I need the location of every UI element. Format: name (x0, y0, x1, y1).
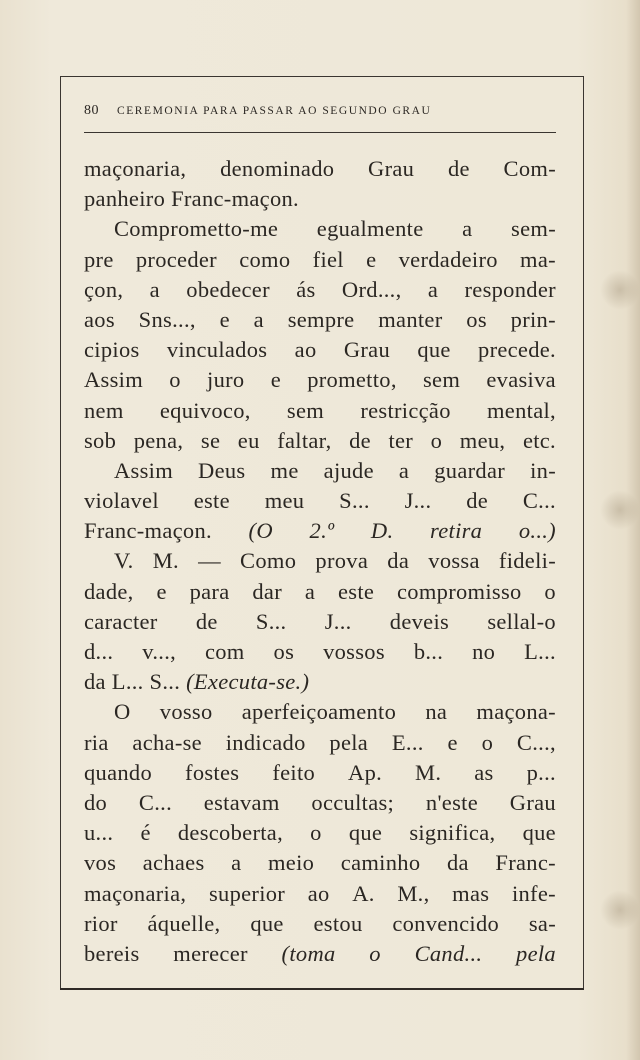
word: maçonaria, (84, 880, 187, 906)
running-head: CEREMONIA PARA PASSAR AO SEGUNDO GRAU (117, 105, 432, 117)
word: manter (378, 306, 443, 332)
word: quando (84, 759, 153, 785)
word: fiel (312, 246, 344, 272)
word: egualmente (316, 216, 424, 242)
word: fostes (185, 759, 240, 785)
word: da (387, 548, 410, 574)
word: e (447, 729, 458, 755)
word: de (466, 488, 489, 514)
word: occultas; (311, 789, 395, 815)
word: que (348, 820, 383, 846)
word: dade, (84, 578, 134, 604)
word: aos (84, 306, 115, 332)
header-rule (84, 132, 556, 133)
word: Assim (114, 457, 174, 483)
word: sempre (287, 306, 355, 332)
text-line (84, 305, 556, 335)
text-line (84, 818, 556, 848)
frame-border-right (583, 76, 584, 990)
word: como (239, 246, 291, 272)
text-line (84, 879, 556, 909)
word: M., (397, 880, 430, 906)
word: pela (516, 940, 556, 966)
text-line (84, 788, 556, 818)
word: b... (413, 639, 444, 664)
word: (Executa-se.) (186, 669, 310, 695)
word: e (366, 246, 377, 272)
word: Com- (503, 156, 556, 181)
word: vos (84, 850, 117, 876)
word: e (219, 306, 230, 332)
word: Como (240, 548, 297, 574)
word: Franc-maçon. (171, 186, 299, 212)
word: p... (526, 759, 556, 785)
word: d... (84, 639, 114, 664)
word: infe- (511, 880, 556, 906)
word: rior (84, 910, 118, 936)
word: nem (84, 397, 124, 423)
word: V. (114, 548, 134, 574)
word: obedecer (186, 276, 270, 302)
word: u... (84, 820, 114, 846)
body-text (84, 154, 556, 969)
word: vinculados (166, 337, 268, 363)
word: Franc- (495, 850, 556, 876)
word: meio (268, 850, 315, 876)
word: sellal-o (487, 608, 556, 634)
word: — (198, 548, 221, 574)
word: ao (294, 337, 317, 363)
word: convencido (392, 910, 500, 936)
word: me (270, 457, 299, 483)
word: prometto, (307, 367, 397, 393)
word: v..., (142, 639, 177, 664)
word: mental, (487, 397, 556, 423)
word: pena, (133, 427, 184, 453)
frame-border-left (60, 76, 61, 990)
word: os (466, 306, 487, 332)
word: a (462, 216, 473, 242)
word: para (189, 578, 230, 604)
word: o (369, 940, 381, 966)
word: estou (313, 910, 363, 936)
word: se (200, 427, 221, 453)
word: ter (388, 427, 414, 453)
text-line (84, 848, 556, 878)
word: vossos (323, 639, 385, 664)
text-line (84, 728, 556, 758)
word: as (474, 759, 494, 785)
text-line (84, 486, 556, 516)
text-line (84, 214, 556, 244)
word: feito (272, 759, 316, 785)
word: merecer (173, 940, 248, 966)
word: o...) (518, 518, 556, 544)
word: e (270, 367, 281, 393)
word: faltar, (277, 427, 332, 453)
word: estavam (203, 789, 280, 815)
word: caminho (340, 850, 421, 876)
text-line (84, 516, 556, 546)
word: Ord..., (341, 276, 402, 302)
word: violavel (84, 488, 159, 514)
word: que (522, 820, 556, 846)
word: restricção (360, 397, 451, 423)
word: deveis (389, 608, 450, 634)
word: C..., (516, 729, 556, 755)
word: 2.º (309, 518, 335, 544)
word: a (231, 850, 242, 876)
word: o (169, 367, 181, 393)
text-line (84, 365, 556, 395)
word: a (304, 578, 316, 604)
text-line (84, 758, 556, 788)
word: do (84, 789, 108, 815)
word: Assim (84, 367, 144, 393)
word: da (84, 669, 106, 695)
text-line (84, 396, 556, 426)
word: ás (296, 276, 316, 302)
text-line (84, 546, 556, 576)
word: caracter (84, 608, 158, 634)
text-line (84, 245, 556, 275)
word: retira (430, 518, 483, 544)
word: meu, (459, 427, 506, 453)
word: J... (404, 488, 432, 514)
word: prova (315, 548, 369, 574)
word: sob (84, 427, 117, 453)
margin-stain (600, 270, 640, 310)
text-line (84, 184, 556, 214)
word: Grau (343, 337, 390, 363)
word: sa- (528, 910, 556, 936)
word: de (349, 427, 371, 453)
word: ajude (323, 457, 374, 483)
word: e (156, 578, 167, 604)
word: Cand... (414, 940, 483, 966)
word: sem (422, 367, 461, 393)
word: a (427, 276, 439, 302)
word: sem- (511, 216, 556, 242)
word: sem (286, 397, 325, 423)
word: L... (111, 669, 144, 695)
word: Deus (198, 457, 246, 483)
page-number: 80 (84, 103, 99, 118)
word: Sns..., (138, 306, 196, 332)
word: a (398, 457, 410, 483)
word: cipios (84, 337, 140, 363)
word: proceder (135, 246, 217, 272)
word: significa, (409, 820, 496, 846)
word: que (250, 910, 284, 936)
margin-stain (600, 490, 640, 530)
word: panheiro (84, 186, 166, 212)
text-line (84, 275, 556, 305)
word: maçona- (476, 699, 556, 725)
word: (O (248, 518, 273, 544)
word: etc. (522, 427, 556, 453)
word: a (149, 276, 160, 302)
word: ao (307, 880, 330, 906)
word: é (140, 820, 151, 846)
word: mas (452, 880, 490, 906)
word: superior (208, 880, 286, 906)
word: A. (352, 880, 375, 906)
word: evasiva (486, 367, 556, 393)
word: prin- (510, 306, 556, 332)
frame-border-top (60, 76, 584, 77)
word: achaes (142, 850, 205, 876)
word: fideli- (498, 548, 556, 574)
word: J... (324, 608, 352, 634)
word: in- (530, 457, 556, 483)
word: que (417, 337, 451, 363)
word: este (337, 578, 375, 604)
word: vosso (159, 699, 213, 725)
word: descoberta, (177, 820, 283, 846)
word: na (425, 699, 448, 725)
word: precede. (478, 337, 556, 363)
word: pela (329, 729, 369, 755)
word: dar (252, 578, 282, 604)
word: S... (255, 608, 287, 634)
word: o (544, 578, 556, 604)
word: o (310, 820, 322, 846)
word: de (447, 156, 470, 181)
word: da (446, 850, 469, 876)
margin-stain (600, 890, 640, 930)
word: C... (138, 789, 172, 815)
text-line (84, 456, 556, 486)
word: Grau (368, 156, 415, 181)
word: indicado (225, 729, 306, 755)
word: M. (415, 759, 442, 785)
word: eu (237, 427, 260, 453)
text-line (84, 426, 556, 456)
text-line (84, 939, 556, 969)
word: E... (391, 729, 424, 755)
word: meu (264, 488, 305, 514)
word: vossa (428, 548, 480, 574)
word: maçonaria, (84, 156, 187, 181)
word: os (273, 639, 295, 664)
word: S... (149, 669, 181, 695)
word: o (430, 427, 443, 453)
word: (toma (281, 940, 336, 966)
text-line (84, 697, 556, 727)
word: com (204, 639, 245, 664)
word: bereis (84, 940, 140, 966)
word: O (114, 699, 131, 725)
text-line (84, 154, 556, 184)
word: guardar (434, 457, 506, 483)
word: de (195, 608, 218, 634)
word: M. (152, 548, 179, 574)
word: juro (207, 367, 245, 393)
frame-border-bottom (60, 988, 584, 990)
word: Comprometto-me (114, 216, 279, 242)
word: o (481, 729, 494, 755)
word: no (472, 639, 496, 664)
word: pre (84, 246, 114, 272)
text-line (84, 607, 556, 637)
word: este (193, 488, 230, 514)
text-line (84, 637, 556, 667)
word: compromisso (397, 578, 522, 604)
word: ria (84, 729, 109, 755)
text-line (84, 909, 556, 939)
word: L... (524, 639, 556, 664)
word: verdadeiro (398, 246, 498, 272)
word: Franc-maçon. (84, 518, 212, 544)
word: çon, (84, 276, 124, 302)
word: n'este (425, 789, 478, 815)
word: denominado (220, 156, 335, 181)
word: a (253, 306, 264, 332)
word: Grau (509, 789, 556, 815)
word: aperfeiçoamento (241, 699, 397, 725)
word: equivoco, (159, 397, 251, 423)
word: responder (464, 276, 556, 302)
word: ma- (520, 246, 556, 272)
word: S... (339, 488, 370, 514)
word: Ap. (348, 759, 383, 785)
word: D. (370, 518, 394, 544)
page-header (84, 101, 554, 123)
text-line (84, 577, 556, 607)
word: acha-se (132, 729, 202, 755)
text-line (84, 667, 556, 697)
word: áquelle, (147, 910, 221, 936)
text-line (84, 335, 556, 365)
word: C... (522, 488, 556, 514)
